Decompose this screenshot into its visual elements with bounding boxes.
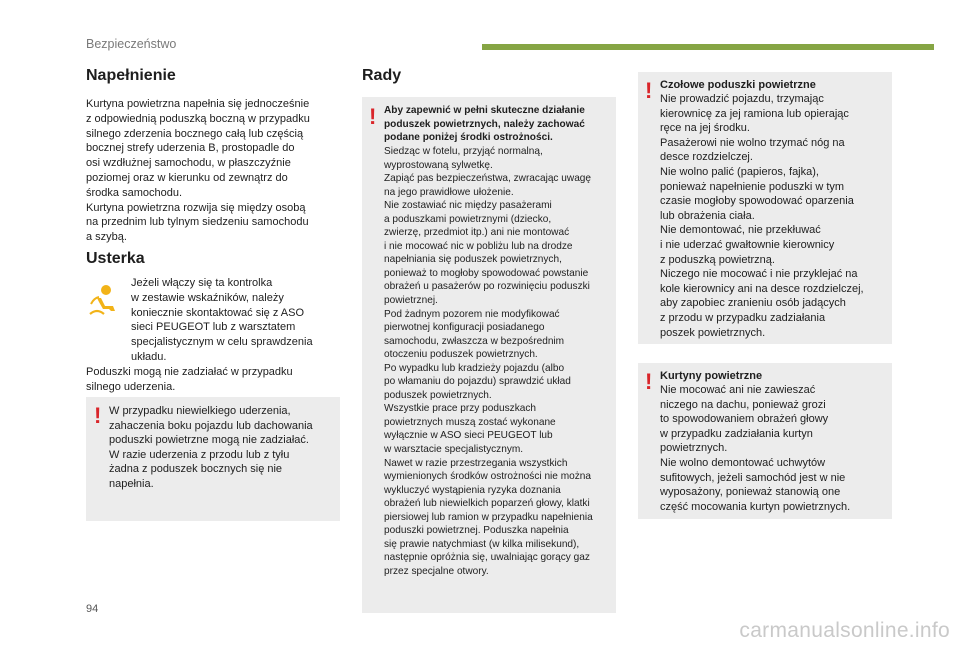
section-accent-bar — [482, 44, 934, 50]
fault-text: Poduszki mogą nie zadziałać w przypadku silnego uderzenia. — [86, 366, 293, 393]
warning-exclamation-icon: ! — [645, 369, 653, 394]
front-airbags-text: Nie prowadzić pojazdu, trzymając kierownicę za jej ramiona lub opierając ręce na jej środku. Pasażerowi nie wolno trzymać nóg na desce rozdzielczej. Nie wolno palić (papieros, fajka), ponieważ napełnienie poduszki w tym czasie mogłoby spowodować oparzenia lub obrażenia ciała. Nie demontować, nie przekłuwać i nie uderzać gwałtownie kierownicy z poduszką powietrzną. Niczego nie mocować i nie przyklejać na kole kierownicy ani na desce rozdzielczej, aby zapobiec zranieniu osób jadących z przodu w przypadku zadziałania poszek powietrznych. — [660, 93, 864, 339]
watermark: carmanualsonline.info — [739, 619, 950, 642]
page-number: 94 — [86, 603, 99, 615]
warning-box-impact — [86, 397, 340, 521]
inflation-text: Kurtyna powietrzna napełnia się jednocześnie z odpowiednią poduszką boczną w przypadku silnego zderzenia bocznego całą lub częścią bocznej strefy uderzenia B, prostopadle do osi wzdłużnej samochodu, w płaszczyźnie poziomej oraz w kierunku od zewnątrz do środka samochodu. Kurtyna powietrzna rozwija się między osobą na przednim lub tylnym siedzeniu samochodu a szybą. — [86, 98, 310, 244]
inflation-heading: Napełnienie — [86, 67, 176, 84]
curtain-airbags-text: Nie mocować ani nie zawieszać niczego na dachu, ponieważ grozi to spowodowaniem obrażeń głowy w przypadku zadziałania kurtyn powietrznych. Nie wolno demontować uchwytów sufitowych, jeżeli samochód jest w nie wyposażony, ponieważ stanowią one część mocowania kurtyn powietrznych. — [660, 384, 851, 513]
advice-warning-text: Siedząc w fotelu, przyjąć normalną, wyprostowaną sylwetkę. Zapiąć pas bezpieczeństwa, zwracając uwagę na jego prawidłowe ułożenie. Nie zostawiać nic między pasażerami a poduszkami powietrznymi (dziecko, zwierzę, przedmiot itp.) ani nie montować i nie mocować nic w pobliżu lub na drodze napełniania się poduszek powietrznych, ponieważ to mogłoby spowodować powstanie obrażeń u pasażerów po rozwinięciu poduszki powietrznej. Pod żadnym pozorem nie modyfikować pierwotnej konfiguracji posiadanego samochodu, zwłaszcza w bezpośrednim otoczeniu poduszek powietrznych. Po wypadku lub kradzieży pojazdu (albo po włamaniu do pojazdu) sprawdzić układ poduszek powietrznych. Wszystkie prace przy poduszkach powietrznych muszą zostać wykonane wyłącznie w ASO sieci PEUGEOT lub w warsztacie specjalistycznym. Nawet w razie przestrzegania wszystkich wymienionych środków ostrożności nie można wykluczyć wystąpienia ryzyka doznania obrażeń lub niewielkich poparzeń głowy, klatki piersiowej lub ramion w przypadku napełnienia poduszki powietrznej. Poduszka napełnia się prawie natychmiast (w kilka milisekund), następnie opróżnia się, uwalniając gorący gaz przez specjalne otwory. — [384, 146, 593, 577]
warning-exclamation-icon: ! — [369, 104, 377, 129]
fault-lamp-text: Jeżeli włączy się ta kontrolka w zestawie wskaźników, należy koniecznie skontaktować się z ASO sieci PEUGEOT lub z warsztatem specjalistycznym w celu sprawdzenia układu. — [131, 277, 313, 363]
front-airbags-title: Czołowe poduszki powietrzne — [660, 79, 816, 91]
fault-heading: Usterka — [86, 250, 145, 267]
warning-box-curtain-airbags — [638, 363, 892, 519]
section-title: Bezpieczeństwo — [86, 37, 177, 51]
warning-impact-text: W przypadku niewielkiego uderzenia, zahaczenia boku pojazdu lub dachowania poduszki powietrzne mogą nie zadziałać. W razie uderzenia z przodu lub z tyłu żadna z poduszek bocznych się nie napełnia. — [109, 405, 313, 490]
airbag-warning-lamp-icon — [87, 284, 121, 318]
warning-box-front-airbags — [638, 72, 892, 344]
warning-exclamation-icon: ! — [645, 78, 653, 103]
advice-heading: Rady — [362, 67, 402, 84]
warning-exclamation-icon: ! — [94, 403, 102, 428]
advice-warning-title: Aby zapewnić w pełni skuteczne działanie poduszek powietrznych, należy zachować podane poniżej środki ostrożności. — [384, 105, 585, 144]
curtain-airbags-title: Kurtyny powietrzne — [660, 370, 763, 382]
warning-box-advice — [362, 97, 616, 613]
